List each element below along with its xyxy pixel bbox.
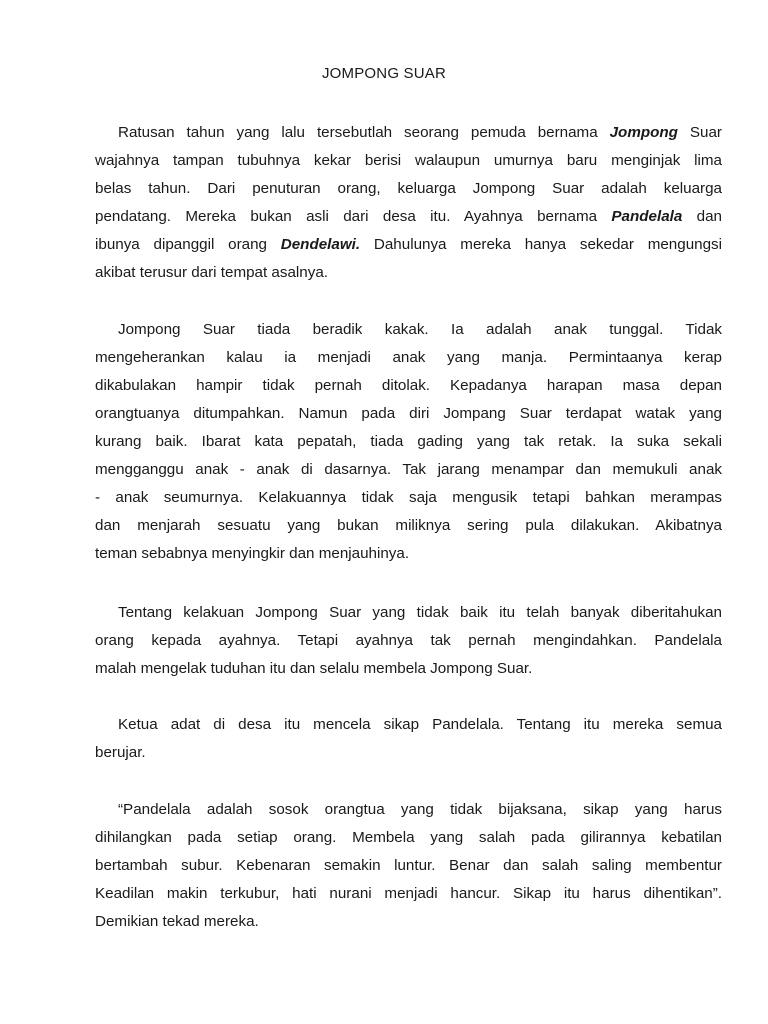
text-line: kurang baik. Ibarat kata pepatah, tiada gading yang tak retak. Ia suka sekali xyxy=(95,433,722,450)
text-line: Keadilan makin terkubur, hati nurani menjadi hancur. Sikap itu harus dihentikan”. xyxy=(95,885,722,902)
text-line xyxy=(95,203,722,231)
text-line: Ketua adat di desa itu mencela sikap Pandelala. Tentang itu mereka semua xyxy=(118,716,722,733)
text-line: orangtuanya ditumpahkan. Namun pada diri Jompang Suar terdapat watak yang xyxy=(95,405,722,422)
emphasized-name: Pandelala xyxy=(611,208,683,225)
text-line: Tentang kelakuan Jompong Suar yang tidak baik itu telah banyak diberitahukan xyxy=(118,604,722,621)
text-line: dihilangkan pada setiap orang. Membela yang salah pada gilirannya kebatilan xyxy=(95,829,722,846)
text-line: berujar. xyxy=(95,744,146,761)
text-line: belas tahun. Dari penuturan orang, keluarga Jompong Suar adalah keluarga xyxy=(95,180,722,197)
text-line xyxy=(95,119,722,147)
text-line: Jompong Suar tiada beradik kakak. Ia adalah anak tunggal. Tidak xyxy=(118,321,722,338)
paragraph xyxy=(95,316,722,568)
paragraph xyxy=(95,119,722,287)
text-line: teman sebabnya menyingkir dan menjauhinya. xyxy=(95,545,410,562)
emphasized-name: Dendelawi. xyxy=(280,236,361,253)
text-line: dikabulakan hampir tidak pernah ditolak. Kepadanya harapan masa depan xyxy=(95,377,722,394)
text-segment: pendatang. Mereka bukan asli dari desa itu. Ayahnya bernama xyxy=(95,208,612,225)
text-line: Demikian tekad mereka. xyxy=(95,913,259,930)
text-segment: Dahulunya mereka hanya sekedar mengungsi xyxy=(360,236,722,253)
text-segment: dan xyxy=(682,208,722,225)
text-line: malah mengelak tuduhan itu dan selalu membela Jompong Suar. xyxy=(95,660,533,677)
text-line xyxy=(95,231,722,259)
text-segment: ibunya dipanggil orang xyxy=(95,236,281,253)
document-title: JOMPONG SUAR xyxy=(321,65,447,82)
text-line: orang kepada ayahnya. Tetapi ayahnya tak pernah mengindahkan. Pandelala xyxy=(95,632,722,649)
emphasized-name: Jompong xyxy=(609,124,678,141)
paragraph xyxy=(95,711,722,767)
text-segment: Suar xyxy=(677,124,722,141)
text-line: bertambah subur. Kebenaran semakin luntur. Benar dan salah saling membentur xyxy=(95,857,722,874)
text-line: dan menjarah sesuatu yang bukan miliknya sering pula dilakukan. Akibatnya xyxy=(95,517,722,534)
text-line: wajahnya tampan tubuhnya kekar berisi walaupun umurnya baru menginjak lima xyxy=(95,152,722,169)
text-line: mengganggu anak - anak di dasarnya. Tak jarang menampar dan memukuli anak xyxy=(95,461,722,478)
text-line: - anak seumurnya. Kelakuannya tidak saja mengusik tetapi bahkan merampas xyxy=(95,489,722,506)
paragraph xyxy=(95,599,722,683)
text-line: “Pandelala adalah sosok orangtua yang tidak bijaksana, sikap yang harus xyxy=(118,801,722,818)
paragraph xyxy=(95,796,722,936)
text-line: akibat terusur dari tempat asalnya. xyxy=(95,264,328,281)
text-line: mengeherankan kalau ia menjadi anak yang manja. Permintaanya kerap xyxy=(95,349,722,366)
text-segment: Ratusan tahun yang lalu tersebutlah seorang pemuda bernama xyxy=(118,124,610,141)
